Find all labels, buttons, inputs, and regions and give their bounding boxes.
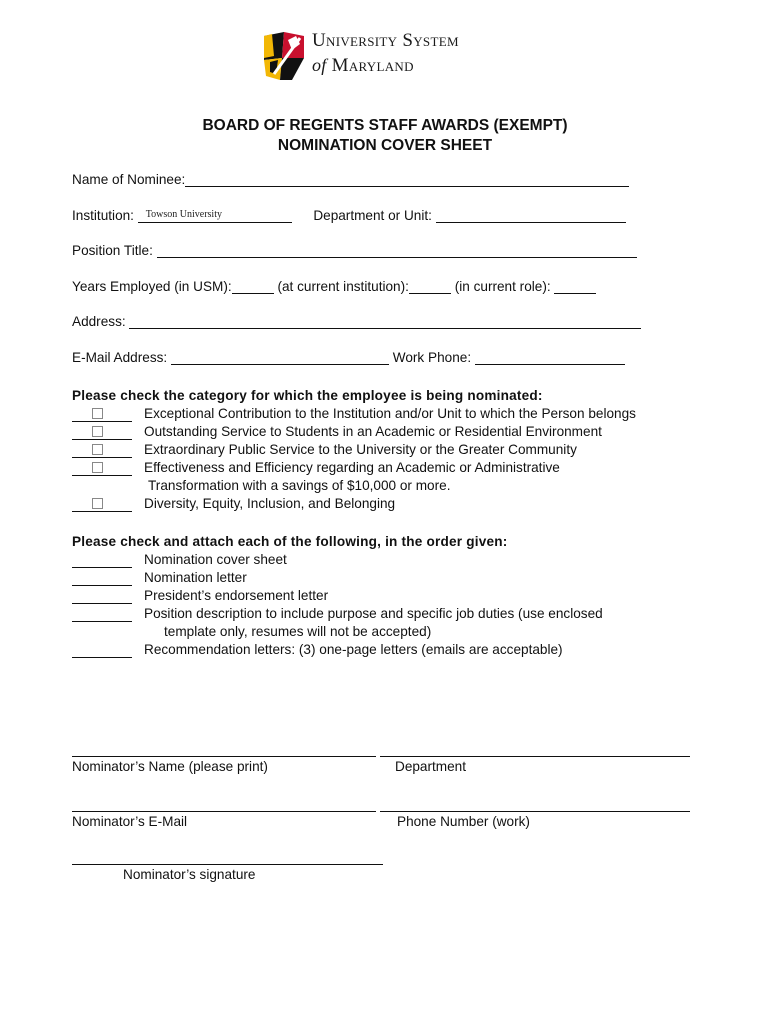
department-field[interactable] — [436, 208, 626, 223]
category-label: Extraordinary Public Service to the University or the Greater Community — [144, 442, 577, 457]
attachment-label: Recommendation letters: (3) one-page letters (emails are acceptable) — [144, 642, 563, 657]
phone-label: Work Phone: — [392, 350, 472, 365]
page-title: BOARD OF REGENTS STAFF AWARDS (EXEMPT) — [202, 117, 568, 134]
category-label: Exceptional Contribution to the Institution and/or Unit to which the Person belongs — [144, 406, 636, 421]
institution-field[interactable] — [138, 208, 292, 223]
years-usm-label: Years Employed (in USM): — [72, 279, 232, 294]
nominator-department-label: Department — [395, 759, 467, 774]
attachment-blank[interactable] — [72, 589, 132, 604]
years-usm-field[interactable] — [232, 279, 274, 294]
logo-text-line1: University System — [312, 30, 459, 51]
attachment-blank[interactable] — [72, 607, 132, 622]
checkbox-icon[interactable] — [92, 444, 103, 455]
email-row — [72, 350, 625, 365]
years-institution-label: (at current institution): — [277, 279, 409, 294]
nominator-email-line[interactable] — [72, 811, 376, 812]
usm-logo — [262, 30, 512, 86]
attachment-blank[interactable] — [72, 553, 132, 568]
attachment-blank[interactable] — [72, 643, 132, 658]
email-field[interactable] — [171, 350, 389, 365]
attachment-label: template only, resumes will not be accepted) — [164, 624, 432, 639]
category-label: Effectiveness and Efficiency regarding an Academic or Administrative — [144, 460, 560, 475]
years-row — [72, 279, 596, 294]
nominator-email-label: Nominator’s E-Mail — [72, 814, 188, 829]
address-row — [72, 314, 641, 329]
attachment-label: Nomination cover sheet — [144, 552, 287, 567]
attachments-heading: Please check and attach each of the following, in the order given: — [72, 534, 508, 549]
nominator-name-label: Nominator’s Name (please print) — [72, 759, 268, 774]
category-heading: Please check the category for which the employee is being nominated: — [72, 388, 543, 403]
nominee-label: Name of Nominee: — [72, 172, 186, 187]
nominator-signature-label: Nominator’s signature — [123, 867, 256, 882]
institution-row — [72, 208, 626, 223]
attachment-blank[interactable] — [72, 571, 132, 586]
position-label: Position Title: — [72, 243, 153, 258]
years-role-label: (in current role): — [454, 279, 551, 294]
address-field[interactable] — [129, 314, 641, 329]
attachment-label: President’s endorsement letter — [144, 588, 329, 603]
nominator-phone-line[interactable] — [380, 811, 690, 812]
nominee-field[interactable] — [185, 172, 629, 187]
nominator-name-line[interactable] — [72, 756, 376, 757]
nominee-row — [72, 172, 629, 187]
position-field[interactable] — [157, 243, 637, 258]
email-label: E-Mail Address: — [72, 350, 168, 365]
checkbox-icon[interactable] — [92, 426, 103, 437]
department-label: Department or Unit: — [313, 208, 432, 223]
institution-label: Institution: — [72, 208, 134, 223]
years-institution-field[interactable] — [409, 279, 451, 294]
category-label: Outstanding Service to Students in an Academic or Residential Environment — [144, 424, 602, 439]
checkbox-icon[interactable] — [92, 408, 103, 419]
category-label: Transformation with a savings of $10,000 or more. — [148, 478, 451, 493]
checkbox-icon[interactable] — [92, 498, 103, 509]
address-label: Address: — [72, 314, 126, 329]
page-subtitle: NOMINATION COVER SHEET — [277, 137, 493, 154]
nominator-department-line[interactable] — [380, 756, 690, 757]
attachment-label: Nomination letter — [144, 570, 247, 585]
checkbox-icon[interactable] — [92, 462, 103, 473]
years-role-field[interactable] — [554, 279, 596, 294]
maryland-flag-icon — [262, 30, 306, 82]
position-row — [72, 243, 637, 258]
institution-value: Towson University — [145, 209, 222, 220]
nominator-phone-label: Phone Number (work) — [397, 814, 530, 829]
category-label: Diversity, Equity, Inclusion, and Belonging — [144, 496, 396, 511]
phone-field[interactable] — [475, 350, 625, 365]
attachment-label: Position description to include purpose and specific job duties (use enclosed — [144, 606, 603, 621]
logo-text-line2: of Maryland — [312, 55, 414, 76]
nominator-signature-line[interactable] — [72, 864, 383, 865]
